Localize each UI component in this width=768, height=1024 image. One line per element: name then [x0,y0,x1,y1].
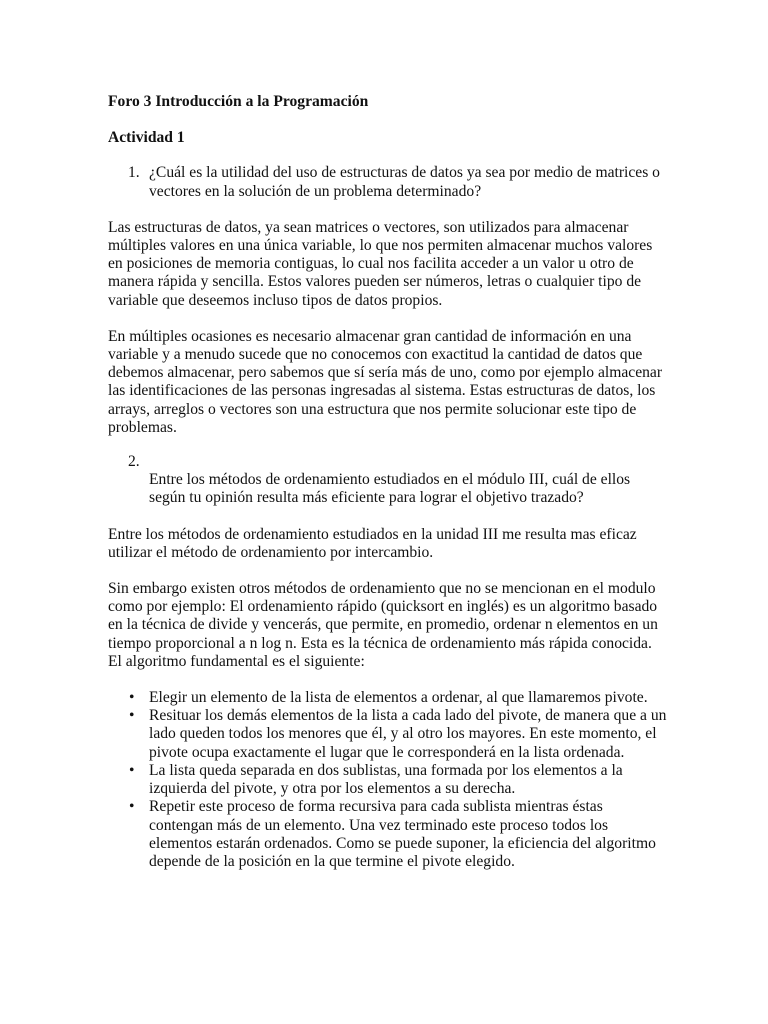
document-page [108,93,668,871]
list-item-text: Repetir este proceso de forma recursiva para cada sublista mientras éstas contengan más de un elemento. Una vez terminado este proceso todos los elementos estarán ordenados. Como se puede suponer, la eficiencia del algoritmo depende de la posición en la que termine el pivote elegido. [149,798,656,870]
list-item [108,798,668,871]
list-item-text: Elegir un elemento de la lista de elementos a ordenar, al que llamaremos pivote. [149,689,648,707]
bullet-icon: • [129,761,135,779]
bullet-icon: • [129,689,135,707]
question-2-text: Entre los métodos de ordenamiento estudiados en el módulo III, cuál de ellos según tu opinión resulta más eficiente para lograr el objetivo trazado? [149,471,631,507]
list-item [108,689,668,707]
answer-1-paragraph-2: En múltiples ocasiones es necesario almacenar gran cantidad de información en una variable y a menudo sucede que no conocemos con exactitud la cantidad de datos que debemos almacenar, pero sabemos que sí sería más de uno, como por ejemplo almacenar las identificaciones de las personas ingresadas al sistema. Estas estructuras de datos, los arrays, arreglos o vectores son una estructura que nos permite solucionar este tipo de problemas. [108,327,663,436]
list-item-text: Resituar los demás elementos de la lista a cada lado del pivote, de manera que a un lado queden todos los menores que él, y al otro los mayores. En este momento, el pivote ocupa exactamente el lugar que le corresponderá en la lista ordenada. [149,707,667,761]
list-item [108,762,668,798]
question-2 [128,453,668,508]
bullet-icon: • [129,707,135,725]
question-1-text: ¿Cuál es la utilidad del uso de estructuras de datos ya sea por medio de matrices o vectores en la solución de un problema determinado? [149,164,660,200]
document-title: Foro 3 Introducción a la Programación [108,93,369,110]
answer-1-paragraph-1: Las estructuras de datos, ya sean matrices o vectores, son utilizados para almacenar múltiples valores en una única variable, lo que nos permiten almacenar muchos valores en posiciones de memoria contiguas, lo cual nos facilita acceder a un valor u otro de manera rápida y sencilla. Estos valores pueden ser números, letras o cualquier tipo de variable que deseemos incluso tipos de datos propios. [108,218,653,309]
question-1 [108,164,668,200]
activity-heading: Actividad 1 [108,129,185,147]
answer-2-paragraph-2: Sin embargo existen otros métodos de ordenamiento que no se mencionan en el modulo como por ejemplo: El ordenamiento rápido (quicksort en inglés) es un algoritmo basado en la técnica de divide y vencerás, que permite, en promedio, ordenar n elementos en un tiempo proporcional a n log n. Esta es la técnica de ordenamiento más rápida conocida. El algoritmo fundamental es el siguiente: [108,580,658,670]
answer-2-paragraph-1: Entre los métodos de ordenamiento estudiados en la unidad III me resulta mas eficaz utilizar el método de ordenamiento por intercambio. [108,525,637,561]
list-item [108,707,668,762]
algorithm-steps-list [108,689,668,871]
question-2-number: 2. [128,453,140,471]
list-item-text: La lista queda separada en dos sublistas, una formada por los elementos a la izquierda del pivote, y otra por los elementos a su derecha. [149,761,623,798]
question-1-number: 1. [128,164,140,182]
bullet-icon: • [129,798,135,816]
